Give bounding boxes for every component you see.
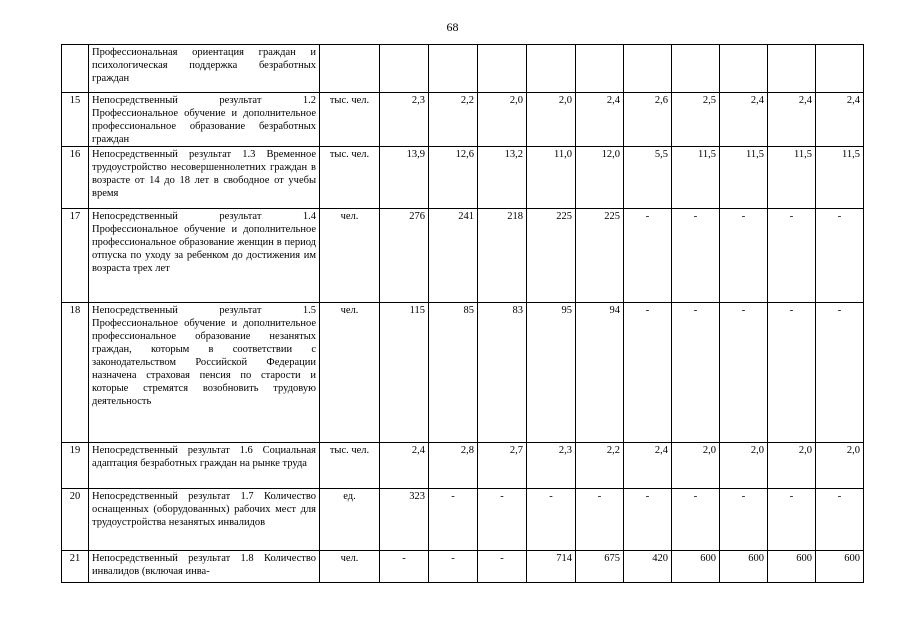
- unit-cell: чел.: [320, 303, 380, 443]
- table-row: [62, 443, 864, 489]
- value-cell: 2,2: [429, 93, 478, 147]
- value-cell: 5,5: [624, 147, 672, 209]
- row-number-cell: 17: [62, 209, 89, 303]
- value-cell: -: [720, 209, 768, 303]
- value-cell: 2,0: [672, 443, 720, 489]
- value-cell: [527, 45, 576, 93]
- value-cell: 2,4: [768, 93, 816, 147]
- unit-cell: ед.: [320, 489, 380, 551]
- value-cell: 13,9: [380, 147, 429, 209]
- table-row: [62, 209, 864, 303]
- value-cell: 2,7: [478, 443, 527, 489]
- value-cell: 2,4: [816, 93, 864, 147]
- value-cell: 95: [527, 303, 576, 443]
- indicator-name-cell: Непосредственный результат 1.2 Профессиональное обучение и дополнительное профессиональное образование безработных граждан: [89, 93, 320, 147]
- value-cell: -: [478, 551, 527, 583]
- value-cell: [429, 45, 478, 93]
- table-row: [62, 551, 864, 583]
- table-row: [62, 93, 864, 147]
- value-cell: 11,5: [816, 147, 864, 209]
- value-cell: -: [672, 209, 720, 303]
- value-cell: 12,0: [576, 147, 624, 209]
- value-cell: 2,0: [478, 93, 527, 147]
- value-cell: 225: [527, 209, 576, 303]
- value-cell: 2,2: [576, 443, 624, 489]
- value-cell: 600: [768, 551, 816, 583]
- value-cell: 115: [380, 303, 429, 443]
- unit-cell: тыс. чел.: [320, 93, 380, 147]
- row-number-cell: [62, 45, 89, 93]
- value-cell: 2,4: [624, 443, 672, 489]
- value-cell: -: [380, 551, 429, 583]
- value-cell: [624, 45, 672, 93]
- unit-cell: тыс. чел.: [320, 443, 380, 489]
- value-cell: -: [816, 209, 864, 303]
- unit-cell: чел.: [320, 209, 380, 303]
- value-cell: 85: [429, 303, 478, 443]
- indicator-name-cell: Непосредственный результат 1.8 Количество инвалидов (включая инва-: [89, 551, 320, 583]
- value-cell: 94: [576, 303, 624, 443]
- value-cell: 2,0: [768, 443, 816, 489]
- value-cell: 420: [624, 551, 672, 583]
- value-cell: -: [720, 303, 768, 443]
- value-cell: -: [816, 303, 864, 443]
- value-cell: 12,6: [429, 147, 478, 209]
- row-number-cell: 19: [62, 443, 89, 489]
- value-cell: 2,6: [624, 93, 672, 147]
- value-cell: -: [624, 209, 672, 303]
- value-cell: 600: [720, 551, 768, 583]
- value-cell: 2,8: [429, 443, 478, 489]
- value-cell: 323: [380, 489, 429, 551]
- value-cell: [478, 45, 527, 93]
- value-cell: 600: [816, 551, 864, 583]
- indicator-name-cell: Непосредственный результат 1.6 Социальная адаптация безработных граждан на рынке труда: [89, 443, 320, 489]
- value-cell: -: [720, 489, 768, 551]
- table-body: [62, 45, 864, 583]
- indicator-name-cell: Непосредственный результат 1.4 Профессиональное обучение и дополнительное профессиональное образование женщин в период отпуска по уходу за ребенком до достижения им возраста трех лет: [89, 209, 320, 303]
- value-cell: -: [624, 489, 672, 551]
- row-number-cell: 16: [62, 147, 89, 209]
- value-cell: -: [768, 303, 816, 443]
- value-cell: 2,4: [576, 93, 624, 147]
- value-cell: 2,0: [816, 443, 864, 489]
- indicator-name-cell: Непосредственный результат 1.7 Количество оснащенных (оборудованных) рабочих мест для трудоустройства незанятых инвалидов: [89, 489, 320, 551]
- value-cell: -: [816, 489, 864, 551]
- value-cell: 11,5: [672, 147, 720, 209]
- value-cell: 225: [576, 209, 624, 303]
- value-cell: 2,4: [720, 93, 768, 147]
- value-cell: -: [429, 489, 478, 551]
- value-cell: 11,5: [720, 147, 768, 209]
- value-cell: -: [672, 303, 720, 443]
- indicator-name-cell: Непосредственный результат 1.3 Временное трудоустройство несовершеннолетних граждан в возрасте от 14 до 18 лет в свободное от учебы время: [89, 147, 320, 209]
- value-cell: 11,5: [768, 147, 816, 209]
- value-cell: [720, 45, 768, 93]
- value-cell: -: [768, 489, 816, 551]
- value-cell: 83: [478, 303, 527, 443]
- table-row: [62, 45, 864, 93]
- value-cell: -: [768, 209, 816, 303]
- value-cell: 218: [478, 209, 527, 303]
- row-number-cell: 15: [62, 93, 89, 147]
- value-cell: [576, 45, 624, 93]
- value-cell: 2,5: [672, 93, 720, 147]
- unit-cell: чел.: [320, 551, 380, 583]
- value-cell: 675: [576, 551, 624, 583]
- value-cell: -: [429, 551, 478, 583]
- value-cell: 276: [380, 209, 429, 303]
- value-cell: -: [478, 489, 527, 551]
- table-row: [62, 303, 864, 443]
- row-number-cell: 20: [62, 489, 89, 551]
- value-cell: 2,0: [527, 93, 576, 147]
- value-cell: 2,3: [380, 93, 429, 147]
- value-cell: -: [672, 489, 720, 551]
- row-number-cell: 21: [62, 551, 89, 583]
- value-cell: -: [527, 489, 576, 551]
- value-cell: 13,2: [478, 147, 527, 209]
- value-cell: 2,0: [720, 443, 768, 489]
- value-cell: [672, 45, 720, 93]
- value-cell: [768, 45, 816, 93]
- unit-cell: тыс. чел.: [320, 147, 380, 209]
- value-cell: 714: [527, 551, 576, 583]
- table-row: [62, 147, 864, 209]
- value-cell: 600: [672, 551, 720, 583]
- value-cell: 11,0: [527, 147, 576, 209]
- value-cell: [816, 45, 864, 93]
- value-cell: 2,4: [380, 443, 429, 489]
- page-number: 68: [446, 20, 459, 34]
- value-cell: -: [576, 489, 624, 551]
- value-cell: -: [624, 303, 672, 443]
- table-row: [62, 489, 864, 551]
- value-cell: [380, 45, 429, 93]
- value-cell: 241: [429, 209, 478, 303]
- indicators-table: [61, 44, 864, 583]
- row-number-cell: 18: [62, 303, 89, 443]
- indicator-name-cell: Непосредственный результат 1.5 Профессиональное обучение и дополнительное профессиональное образование незанятых граждан, которым в соответствии с законодательством Российской Федерации назначена страховая пенсия по старости и которые стремятся возобновить трудовую деятельность: [89, 303, 320, 443]
- value-cell: 2,3: [527, 443, 576, 489]
- indicator-name-cell: Профессиональная ориентация граждан и психологическая поддержка безработных граждан: [89, 45, 320, 93]
- unit-cell: [320, 45, 380, 93]
